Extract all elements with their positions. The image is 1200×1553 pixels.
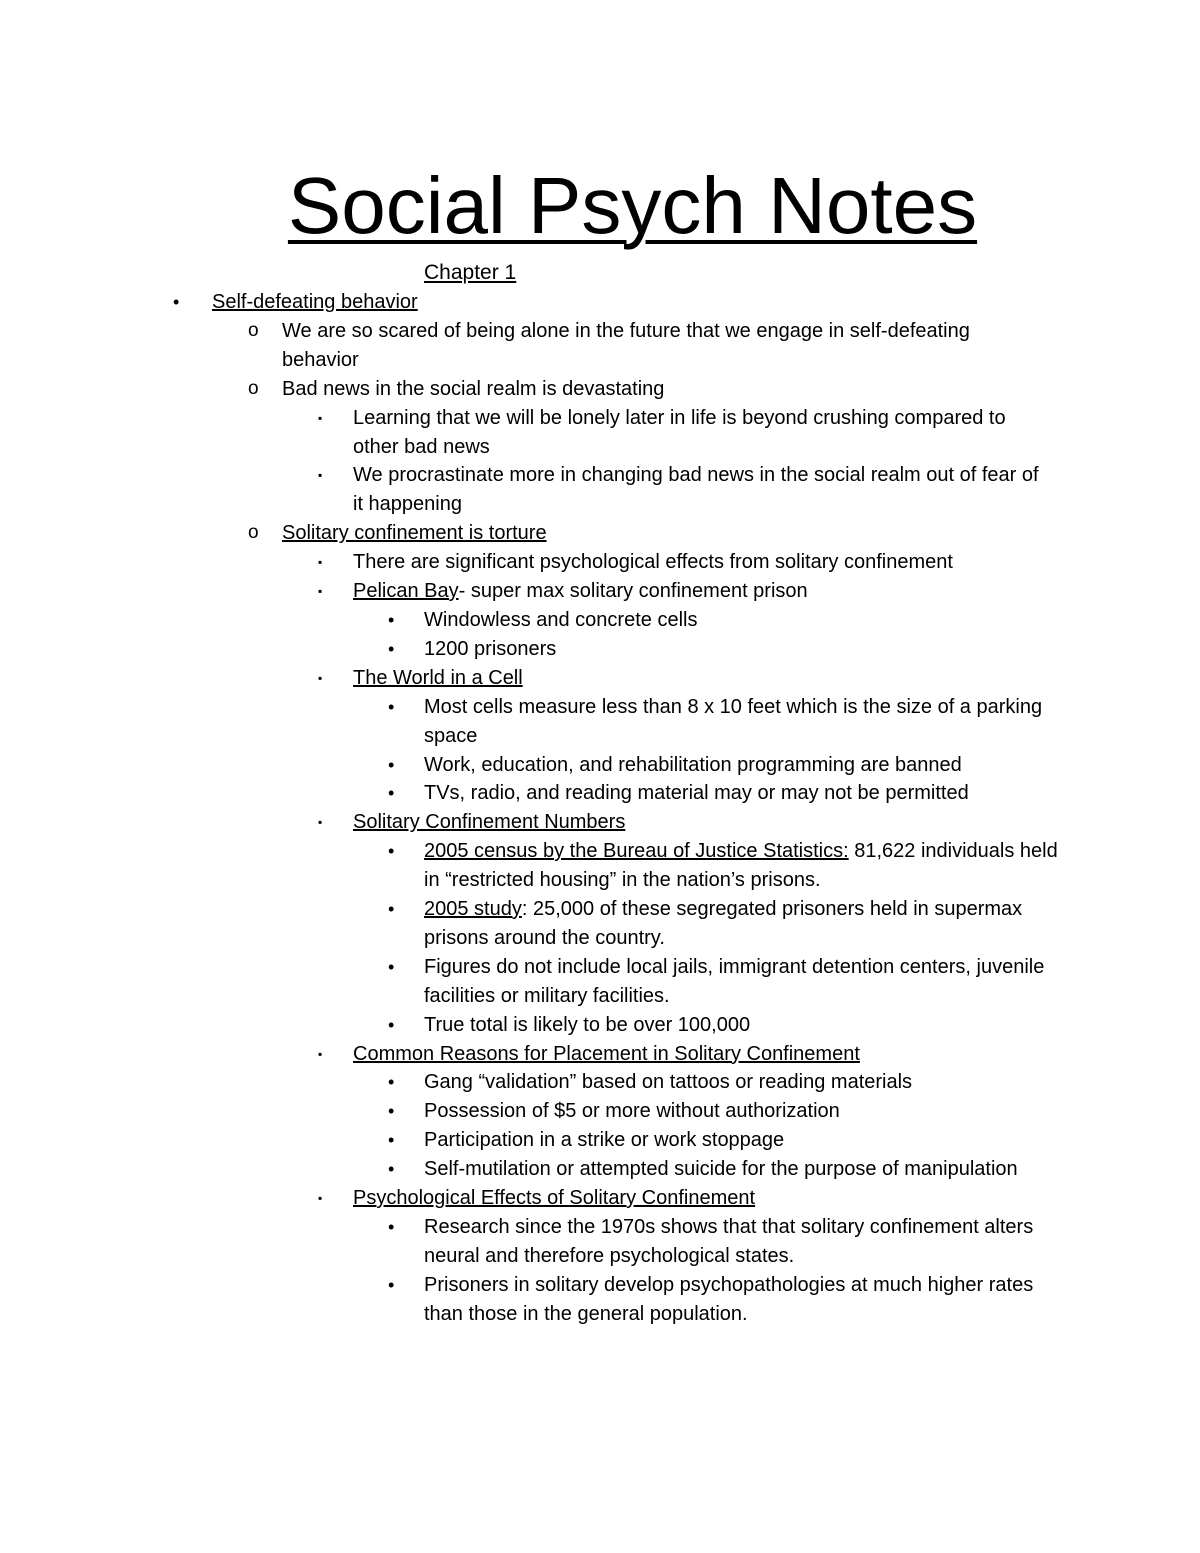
square-bullet-icon: ▪ [318,555,323,570]
bullet-icon: • [388,956,395,977]
square-bullet-icon: ▪ [318,815,323,830]
outline-item [0,461,1053,519]
outline-text [424,837,1059,895]
bullet-icon: • [388,783,395,804]
outline-item [0,664,1053,693]
outline-item [0,606,1059,635]
subsection-heading: The World in a Cell [353,666,523,689]
outline-text: There are significant psychological effects from solitary confinement [353,551,953,574]
outline-item [0,1011,1059,1040]
square-bullet-icon: ▪ [318,584,323,599]
outline-text: Most cells measure less than 8 x 10 feet which is the size of a parking space [424,695,1043,747]
outline-text [424,895,1059,953]
outline-item [0,1126,1059,1155]
outline-text: Participation in a strike or work stoppage [424,1129,785,1152]
outline-item [0,1097,1059,1126]
outline-text: We procrastinate more in changing bad news in the social realm out of fear of it happening [353,464,1039,516]
census-label: 2005 census by the Bureau of Justice Statistics: [424,840,849,863]
outline-item [0,779,1059,808]
chapter-heading: Chapter 1 [424,261,517,284]
outline-item [0,808,1053,837]
bullet-icon: • [388,638,395,659]
outline-item [0,317,1042,375]
bullet-icon: • [388,1159,395,1180]
outline-item [0,1271,1059,1329]
square-bullet-icon: ▪ [318,468,323,483]
bullet-icon: • [388,1217,395,1237]
bullet-icon: • [388,1130,395,1151]
outline-item [0,1040,1053,1069]
outline-item [0,693,1059,751]
outline-text: Figures do not include local jails, immigrant detention centers, juvenile facilities or military facilities. [424,955,1045,1007]
outline-text: Self-mutilation or attempted suicide for the purpose of manipulation [424,1158,1018,1181]
outline-item [0,635,1059,664]
outline-item [0,404,1053,462]
outline-item [0,1213,1059,1271]
outline-item [0,519,1042,548]
subsection-heading: Common Reasons for Placement in Solitary Confinement [353,1042,860,1065]
outline-text: Bad news in the social realm is devastating [282,377,665,400]
census-text: 81,622 individuals held in “restricted housing” in the nation’s prisons. [424,840,1058,892]
outline-text: Possession of $5 or more without authorization [424,1100,840,1123]
outline-item [0,1184,1053,1213]
outline-text: Research since the 1970s shows that that solitary confinement alters neural and therefore psychological states. [424,1216,1034,1267]
bullet-icon: • [388,609,395,630]
outline-text: 1200 prisoners [424,637,557,660]
notes-outline [0,288,1200,1329]
outline-item [0,895,1059,953]
outline-item [0,837,1059,895]
outline-item [0,548,1053,577]
outline-item [0,375,1042,404]
outline-item [0,577,1053,606]
subsection-heading: Solitary Confinement Numbers [353,811,626,834]
bullet-icon: • [388,1274,395,1295]
pelican-bay-description: - super max solitary confinement prison [458,580,808,603]
outline-item [0,288,1050,317]
outline-text: Prisoners in solitary develop psychopathologies at much higher rates than those in the general population. [424,1273,1034,1325]
outline-text: Learning that we will be lonely later in life is beyond crushing compared to other bad news [353,406,1006,458]
outline-item [0,1068,1059,1097]
study-label: 2005 study [424,898,522,921]
subsection-heading: Solitary confinement is torture [282,522,547,545]
study-text: : 25,000 of these segregated prisoners held in supermax prisons around the country. [424,898,1023,949]
outline-text: Work, education, and rehabilitation programming are banned [424,753,962,776]
subsection-heading: Psychological Effects of Solitary Confinement [353,1187,756,1210]
bullet-icon: • [388,696,395,717]
square-bullet-icon: ▪ [318,1046,323,1061]
outline-text: Gang “validation” based on tattoos or reading materials [424,1071,913,1094]
section-heading: Self-defeating behavior [212,291,418,313]
outline-item [0,1155,1059,1184]
bullet-icon: • [388,1101,395,1122]
bullet-icon: • [388,1072,395,1093]
square-bullet-icon: ▪ [318,1191,323,1206]
bullet-icon: • [173,292,180,312]
outline-text: TVs, radio, and reading material may or may not be permitted [424,782,969,805]
circle-bullet-icon: o [248,377,259,399]
pelican-bay-term: Pelican Bay [353,580,459,603]
page-title: Social Psych Notes [287,161,978,250]
outline-item [0,953,1059,1011]
circle-bullet-icon: o [248,522,259,544]
bullet-icon: • [388,841,395,862]
square-bullet-icon: ▪ [318,410,323,425]
outline-text: Windowless and concrete cells [424,608,698,631]
outline-text: True total is likely to be over 100,000 [424,1013,751,1036]
bullet-icon: • [388,754,395,775]
circle-bullet-icon: o [248,319,259,341]
outline-text: We are so scared of being alone in the future that we engage in self-defeating behavior [282,319,970,371]
square-bullet-icon: ▪ [318,670,323,685]
outline-item [0,751,1059,780]
outline-text [353,577,1053,606]
bullet-icon: • [388,1014,395,1035]
bullet-icon: • [388,899,395,920]
